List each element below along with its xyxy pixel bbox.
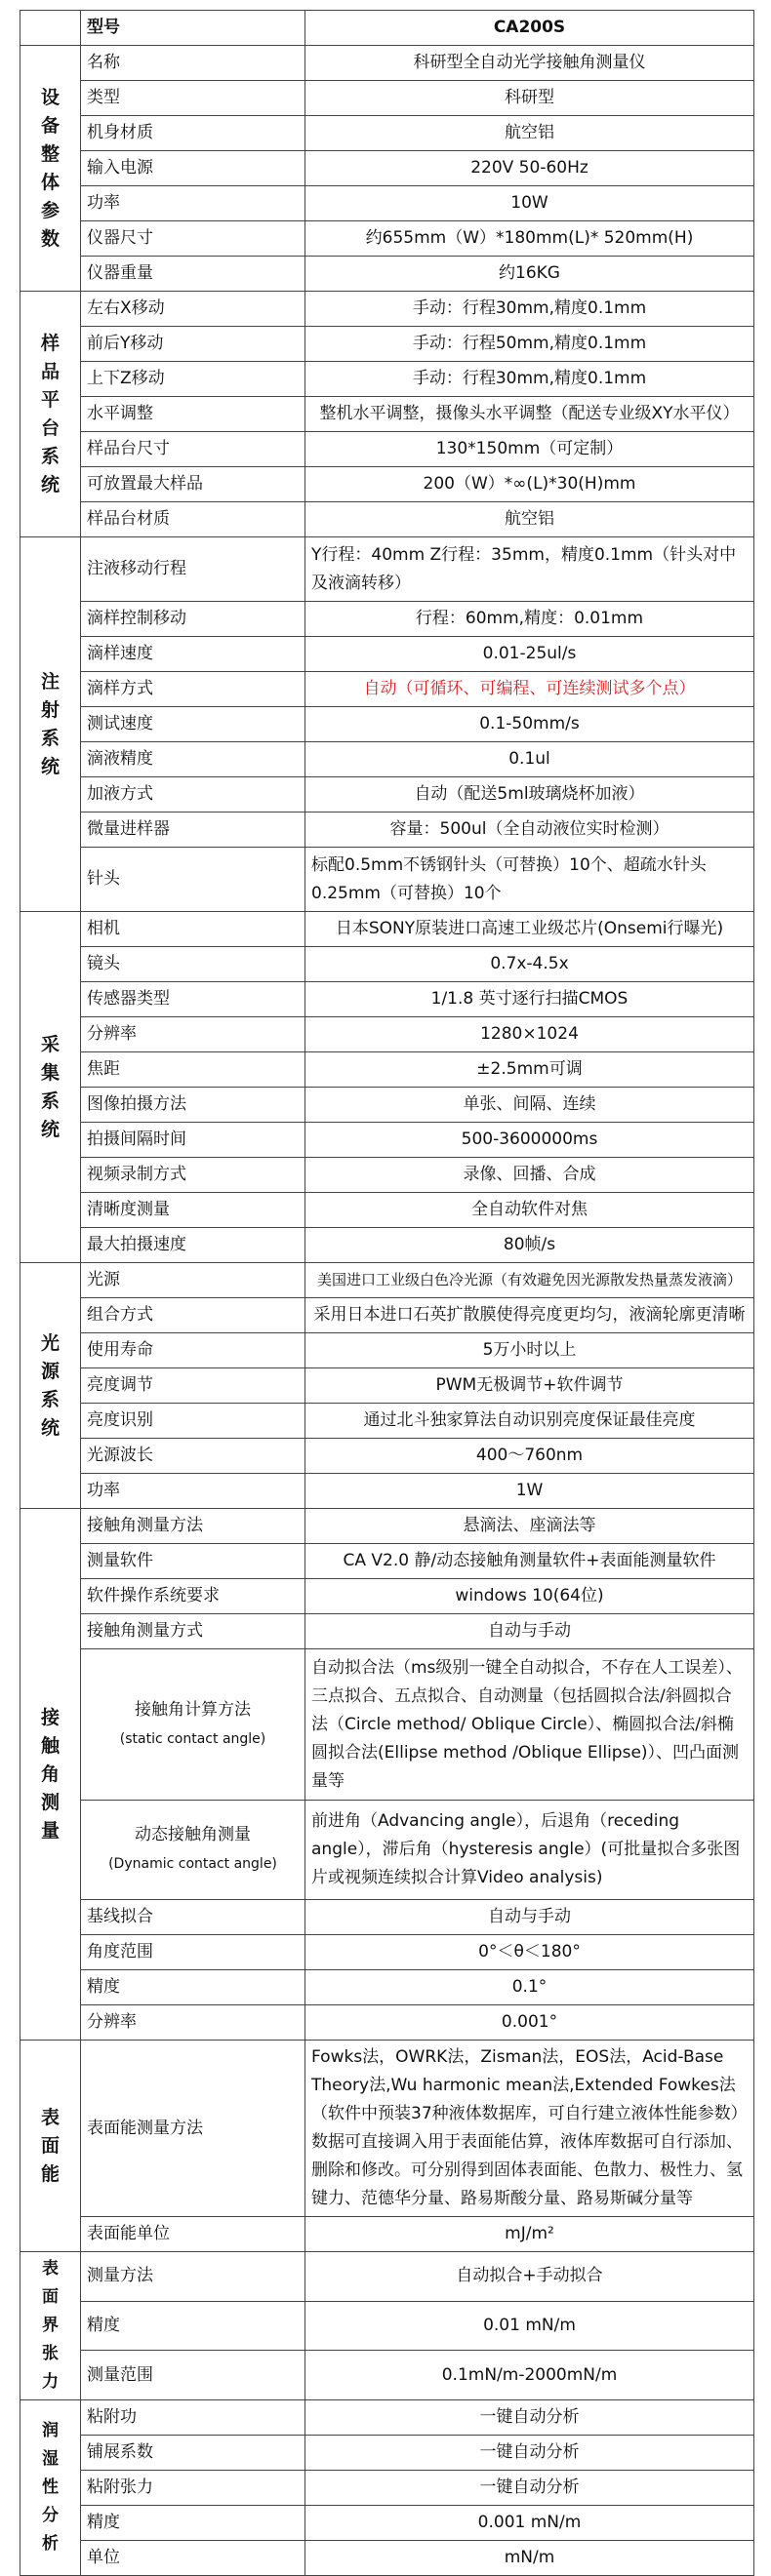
spec-row — [20, 432, 754, 467]
spec-row — [20, 2541, 754, 2576]
spec-label — [81, 812, 305, 848]
spec-label — [81, 1263, 305, 1298]
category-cell-empty — [20, 11, 81, 46]
spec-label-text: 输入电源 — [87, 158, 153, 178]
model-row — [20, 11, 754, 46]
spec-label — [81, 81, 305, 116]
spec-label — [81, 1474, 305, 1509]
spec-row — [20, 848, 754, 912]
spec-label-text: 镜头 — [87, 954, 120, 973]
spec-row — [20, 1017, 754, 1052]
spec-value: 科研型全自动光学接触角测量仪 — [305, 46, 754, 81]
spec-label-text: 注液移动行程 — [87, 559, 186, 578]
spec-value: 1280×1024 — [305, 1017, 754, 1052]
spec-label-text: 机身材质 — [87, 123, 153, 142]
spec-label-text: 光源波长 — [87, 1446, 153, 1465]
spec-value: 自动与手动 — [305, 1614, 754, 1649]
spec-label — [81, 672, 305, 707]
spec-row — [20, 742, 754, 777]
spec-row — [20, 1801, 754, 1900]
spec-label — [81, 2005, 305, 2041]
section-category-text: 表面能 — [40, 2106, 60, 2185]
spec-label-text: 表面能单位 — [87, 2224, 170, 2243]
spec-label-text: 分辨率 — [87, 1024, 137, 1044]
spec-label — [81, 1298, 305, 1333]
spec-row — [20, 2252, 754, 2302]
spec-value: 0.01 mN/m — [305, 2301, 754, 2351]
spec-label-text: 焦距 — [87, 1059, 120, 1079]
spec-row — [20, 1158, 754, 1193]
spec-value: 0.001 mN/m — [305, 2506, 754, 2541]
model-value: CA200S — [305, 11, 754, 46]
spec-label-text: 接触角计算方法 — [135, 1699, 251, 1720]
section-category — [20, 912, 81, 1263]
spec-value: 自动拟合法（ms级别一键全自动拟合，不存在人工误差）、三点拟合、五点拟合、自动测量（包括圆拟合法/斜圆拟合法（Circle method/ Oblique Circle）、椭圆拟合法/斜椭圆拟合法(Ellipse method /Oblique Ellipse)）、凹凸面测量等 — [305, 1649, 754, 1801]
spec-row — [20, 537, 754, 602]
spec-value: 容量：500ul（全自动液位实时检测） — [305, 812, 754, 848]
spec-value: 5万小时以上 — [305, 1333, 754, 1368]
spec-label — [81, 186, 305, 221]
spec-row — [20, 1228, 754, 1263]
spec-label-text: 测量软件 — [87, 1551, 153, 1570]
spec-row — [20, 1509, 754, 1544]
spec-label — [81, 1052, 305, 1088]
spec-label-text: 粘附功 — [87, 2407, 137, 2427]
spec-label-text: 拍摄间隔时间 — [87, 1129, 186, 1149]
spec-row — [20, 467, 754, 502]
spec-label — [81, 2217, 305, 2252]
spec-row — [20, 2005, 754, 2041]
spec-row — [20, 1052, 754, 1088]
spec-label — [81, 2436, 305, 2471]
spec-label — [81, 151, 305, 186]
spec-value: 130*150mm（可定制） — [305, 432, 754, 467]
spec-row — [20, 1263, 754, 1298]
spec-value: 0°＜θ＜180° — [305, 1935, 754, 1970]
spec-value: 科研型 — [305, 81, 754, 116]
spec-value: 前进角（Advancing angle），后退角（receding angle），滞后角（hysteresis angle）(可批量拟合多张图片或视频连续拟合计算Video analysis) — [305, 1801, 754, 1900]
spec-value: 标配0.5mm不锈钢针头（可替换）10个、超疏水针头0.25mm（可替换）10个 — [305, 848, 754, 912]
spec-label — [81, 467, 305, 502]
spec-label — [81, 1935, 305, 1970]
spec-value: 悬滴法、座滴法等 — [305, 1509, 754, 1544]
spec-label — [81, 742, 305, 777]
spec-label — [81, 2400, 305, 2436]
spec-label — [81, 1801, 305, 1900]
spec-value: 500-3600000ms — [305, 1123, 754, 1158]
spec-label — [81, 1579, 305, 1614]
spec-row — [20, 672, 754, 707]
spec-label-text: 传感器类型 — [87, 989, 170, 1009]
spec-label-text: 最大拍摄速度 — [87, 1235, 186, 1254]
spec-label-text: 接触角测量方式 — [87, 1621, 203, 1641]
spec-label — [81, 1544, 305, 1579]
spec-label — [81, 1439, 305, 1474]
section-category-text: 采集系统 — [40, 1033, 60, 1140]
spec-value: 0.7x-4.5x — [305, 947, 754, 982]
spec-label-text: 可放置最大样品 — [87, 474, 203, 494]
spec-value: CA V2.0 静/动态接触角测量软件+表面能测量软件 — [305, 1544, 754, 1579]
spec-label — [81, 1158, 305, 1193]
spec-label-text: 亮度识别 — [87, 1410, 153, 1430]
spec-value: 美国进口工业级白色冷光源（有效避免因光源散发热量蒸发液滴） — [305, 1263, 754, 1298]
spec-value: 日本SONY原装进口高速工业级芯片(Onsemi行曝光) — [305, 912, 754, 947]
spec-label — [81, 1228, 305, 1263]
spec-sublabel: (Dynamic contact angle) — [108, 1856, 277, 1872]
spec-row — [20, 637, 754, 672]
spec-label-text: 接触角测量方法 — [87, 1516, 203, 1535]
spec-label-text: 仪器重量 — [87, 263, 153, 283]
spec-label-text: 图像拍摄方法 — [87, 1094, 186, 1114]
spec-label-text: 样品台尺寸 — [87, 439, 170, 458]
spec-value: 一键自动分析 — [305, 2471, 754, 2506]
spec-row — [20, 1333, 754, 1368]
spec-label — [81, 982, 305, 1017]
spec-label-text: 前后Y移动 — [87, 334, 164, 353]
spec-row — [20, 116, 754, 151]
spec-row — [20, 46, 754, 81]
spec-label-text: 加液方式 — [87, 784, 153, 804]
spec-label-text: 精度 — [87, 2513, 120, 2532]
spec-label-text: 组合方式 — [87, 1305, 153, 1325]
spec-row — [20, 1649, 754, 1801]
spec-row — [20, 81, 754, 116]
spec-value: 0.1ul — [305, 742, 754, 777]
spec-label-text: 角度范围 — [87, 1942, 153, 1962]
spec-value: 80帧/s — [305, 1228, 754, 1263]
spec-value: 约16KG — [305, 257, 754, 292]
spec-row — [20, 1088, 754, 1123]
spec-label — [81, 2506, 305, 2541]
spec-row — [20, 707, 754, 742]
spec-label — [81, 1404, 305, 1439]
spec-value: 整机水平调整，摄像头水平调整（配送专业级XY水平仪） — [305, 397, 754, 432]
spec-label — [81, 1970, 305, 2005]
spec-label — [81, 947, 305, 982]
spec-label-text: 亮度调节 — [87, 1375, 153, 1395]
spec-label-text: 精度 — [87, 1977, 120, 1997]
spec-label — [81, 432, 305, 467]
spec-label — [81, 1900, 305, 1935]
spec-row — [20, 2400, 754, 2436]
spec-label — [81, 327, 305, 362]
spec-label-text: 相机 — [87, 919, 120, 938]
spec-label-text: 功率 — [87, 193, 120, 213]
spec-value: 0.01-25ul/s — [305, 637, 754, 672]
spec-row — [20, 1474, 754, 1509]
spec-label-text: 测量范围 — [87, 2364, 153, 2385]
spec-row — [20, 777, 754, 812]
section-category-text: 设备整体参数 — [40, 86, 60, 250]
spec-value: Fowks法，OWRK法，Zisman法，EOS法，Acid-Base Theory法,Wu harmonic mean法,Extended Fowkes法（软件中预装37种液体数据库，可自行建立液体性能参数）数据可直接调入用于表面能估算，液体库数据可自行添加、删除和修改。可分别得到固体表面能、色散力、极性力、氢键力、范德华分量、路易斯酸分量、路易斯碱分量等 — [305, 2041, 754, 2217]
spec-label-text: 左右X移动 — [87, 298, 165, 318]
spec-label — [81, 1333, 305, 1368]
spec-value: mN/m — [305, 2541, 754, 2576]
spec-row — [20, 1404, 754, 1439]
spec-value: 单张、间隔、连续 — [305, 1088, 754, 1123]
section-category-text: 光源系统 — [40, 1331, 60, 1439]
section-category-text: 接触角测量 — [40, 1706, 60, 1842]
spec-label-text: 名称 — [87, 53, 120, 72]
spec-row — [20, 327, 754, 362]
spec-row — [20, 1368, 754, 1404]
spec-label — [81, 537, 305, 602]
spec-value: 自动（可循环、可编程、可连续测试多个点） — [305, 672, 754, 707]
spec-label — [81, 2471, 305, 2506]
spec-row — [20, 2301, 754, 2351]
spec-label — [81, 1509, 305, 1544]
spec-row — [20, 502, 754, 537]
spec-label-text: 微量进样器 — [87, 819, 170, 839]
spec-label-text: 仪器尺寸 — [87, 228, 153, 248]
spec-value: 0.001° — [305, 2005, 754, 2041]
spec-row — [20, 1900, 754, 1935]
spec-row — [20, 2351, 754, 2400]
spec-label-text: 上下Z移动 — [87, 369, 165, 388]
spec-table — [20, 10, 754, 2576]
spec-value: 自动（配送5ml玻璃烧杯加液） — [305, 777, 754, 812]
section-category-text: 表面界张力 — [42, 2259, 59, 2392]
spec-value: 手动：行程50mm,精度0.1mm — [305, 327, 754, 362]
spec-row — [20, 2471, 754, 2506]
spec-label — [81, 2541, 305, 2576]
spec-value: 220V 50-60Hz — [305, 151, 754, 186]
spec-row — [20, 2436, 754, 2471]
spec-value: 通过北斗独家算法自动识别亮度保证最佳亮度 — [305, 1404, 754, 1439]
spec-label-text: 铺展系数 — [87, 2442, 153, 2462]
section-category-text: 注射系统 — [40, 670, 60, 777]
spec-row — [20, 1935, 754, 1970]
spec-label — [81, 1088, 305, 1123]
spec-row — [20, 1439, 754, 1474]
spec-value: 0.1mN/m-2000mN/m — [305, 2351, 754, 2400]
spec-label-text: 表面能测量方法 — [87, 2118, 203, 2138]
section-category — [20, 537, 81, 912]
spec-label — [81, 1649, 305, 1801]
spec-label — [81, 1614, 305, 1649]
spec-value: 0.1-50mm/s — [305, 707, 754, 742]
spec-label-text: 精度 — [87, 2315, 120, 2335]
spec-value: PWM无极调节+软件调节 — [305, 1368, 754, 1404]
spec-row — [20, 602, 754, 637]
spec-row — [20, 947, 754, 982]
spec-value: 约655mm（W）*180mm(L)* 520mm(H) — [305, 221, 754, 257]
spec-sublabel: (static contact angle) — [119, 1730, 266, 1747]
spec-row — [20, 257, 754, 292]
spec-label — [81, 2252, 305, 2302]
spec-value: 手动：行程30mm,精度0.1mm — [305, 292, 754, 327]
spec-row — [20, 362, 754, 397]
spec-value: 录像、回播、合成 — [305, 1158, 754, 1193]
spec-label-text: 滴样控制移动 — [87, 609, 186, 628]
spec-label-text: 视频录制方式 — [87, 1165, 186, 1184]
spec-label — [81, 848, 305, 912]
spec-row — [20, 1614, 754, 1649]
spec-value: Y行程：40mm Z行程：35mm，精度0.1mm（针头对中及液滴转移） — [305, 537, 754, 602]
spec-row — [20, 2217, 754, 2252]
spec-row — [20, 2041, 754, 2217]
section-category — [20, 1263, 81, 1509]
spec-value: 自动拟合+手动拟合 — [305, 2252, 754, 2302]
spec-row — [20, 1544, 754, 1579]
spec-row — [20, 292, 754, 327]
spec-value: 400～760nm — [305, 1439, 754, 1474]
spec-label-text: 类型 — [87, 88, 120, 107]
spec-label — [81, 1368, 305, 1404]
spec-label — [81, 46, 305, 81]
spec-value: 全自动软件对焦 — [305, 1193, 754, 1228]
spec-row — [20, 1123, 754, 1158]
model-label: 型号 — [81, 11, 305, 46]
spec-row — [20, 186, 754, 221]
spec-value: 0.1° — [305, 1970, 754, 2005]
spec-label — [81, 257, 305, 292]
spec-row — [20, 1193, 754, 1228]
spec-value: 200（W）*∞(L)*30(H)mm — [305, 467, 754, 502]
spec-row — [20, 912, 754, 947]
spec-row — [20, 982, 754, 1017]
section-category — [20, 2252, 81, 2400]
spec-value: 1/1.8 英寸逐行扫描CMOS — [305, 982, 754, 1017]
spec-label — [81, 2301, 305, 2351]
section-category — [20, 46, 81, 292]
spec-row — [20, 1970, 754, 2005]
section-category — [20, 2400, 81, 2576]
spec-value: 行程：60mm,精度：0.01mm — [305, 602, 754, 637]
spec-label-text: 分辨率 — [87, 2012, 137, 2032]
spec-label — [81, 2041, 305, 2217]
spec-label-text: 清晰度测量 — [87, 1200, 170, 1219]
spec-label-text: 使用寿命 — [87, 1340, 153, 1360]
spec-value: 航空铝 — [305, 502, 754, 537]
section-category-text: 样品平台系统 — [40, 332, 60, 495]
spec-label — [81, 2351, 305, 2400]
spec-label-text: 滴液精度 — [87, 749, 153, 769]
spec-label — [81, 707, 305, 742]
spec-value: windows 10(64位) — [305, 1579, 754, 1614]
spec-value: 10W — [305, 186, 754, 221]
spec-row — [20, 812, 754, 848]
spec-row — [20, 1298, 754, 1333]
spec-value: ±2.5mm可调 — [305, 1052, 754, 1088]
spec-label — [81, 777, 305, 812]
spec-label — [81, 637, 305, 672]
spec-label-text: 单位 — [87, 2548, 120, 2567]
spec-value: 自动与手动 — [305, 1900, 754, 1935]
spec-label-text: 光源 — [87, 1270, 120, 1289]
spec-value: 一键自动分析 — [305, 2400, 754, 2436]
spec-label-text: 功率 — [87, 1481, 120, 1500]
spec-label — [81, 397, 305, 432]
section-category — [20, 1509, 81, 2041]
spec-value: 手动：行程30mm,精度0.1mm — [305, 362, 754, 397]
spec-label-text: 粘附张力 — [87, 2477, 153, 2497]
section-category — [20, 292, 81, 537]
spec-label — [81, 502, 305, 537]
spec-row — [20, 151, 754, 186]
spec-value: mJ/m² — [305, 2217, 754, 2252]
spec-label — [81, 292, 305, 327]
spec-value: 1W — [305, 1474, 754, 1509]
section-category-text: 润湿性分析 — [42, 2421, 59, 2554]
spec-label-text: 滴样方式 — [87, 679, 153, 698]
spec-label — [81, 362, 305, 397]
spec-label — [81, 912, 305, 947]
spec-label-text: 滴样速度 — [87, 644, 153, 663]
spec-row — [20, 221, 754, 257]
spec-label-text: 软件操作系统要求 — [87, 1586, 220, 1605]
section-category — [20, 2041, 81, 2252]
spec-value: 航空铝 — [305, 116, 754, 151]
spec-label — [81, 116, 305, 151]
spec-label — [81, 221, 305, 257]
spec-label — [81, 1193, 305, 1228]
spec-label-text: 针头 — [87, 869, 120, 889]
spec-label-text: 水平调整 — [87, 404, 153, 423]
spec-label-text: 测量方法 — [87, 2266, 153, 2286]
spec-value: 一键自动分析 — [305, 2436, 754, 2471]
spec-row — [20, 2506, 754, 2541]
spec-row — [20, 1579, 754, 1614]
spec-label — [81, 1123, 305, 1158]
spec-label-text: 基线拟合 — [87, 1907, 153, 1926]
spec-label-text: 测试速度 — [87, 714, 153, 733]
spec-row — [20, 397, 754, 432]
spec-label-text: 样品台材质 — [87, 509, 170, 529]
spec-label — [81, 1017, 305, 1052]
spec-label — [81, 602, 305, 637]
spec-label-text: 动态接触角测量 — [135, 1825, 251, 1844]
spec-value: 采用日本进口石英扩散膜使得亮度更均匀，液滴轮廓更清晰 — [305, 1298, 754, 1333]
